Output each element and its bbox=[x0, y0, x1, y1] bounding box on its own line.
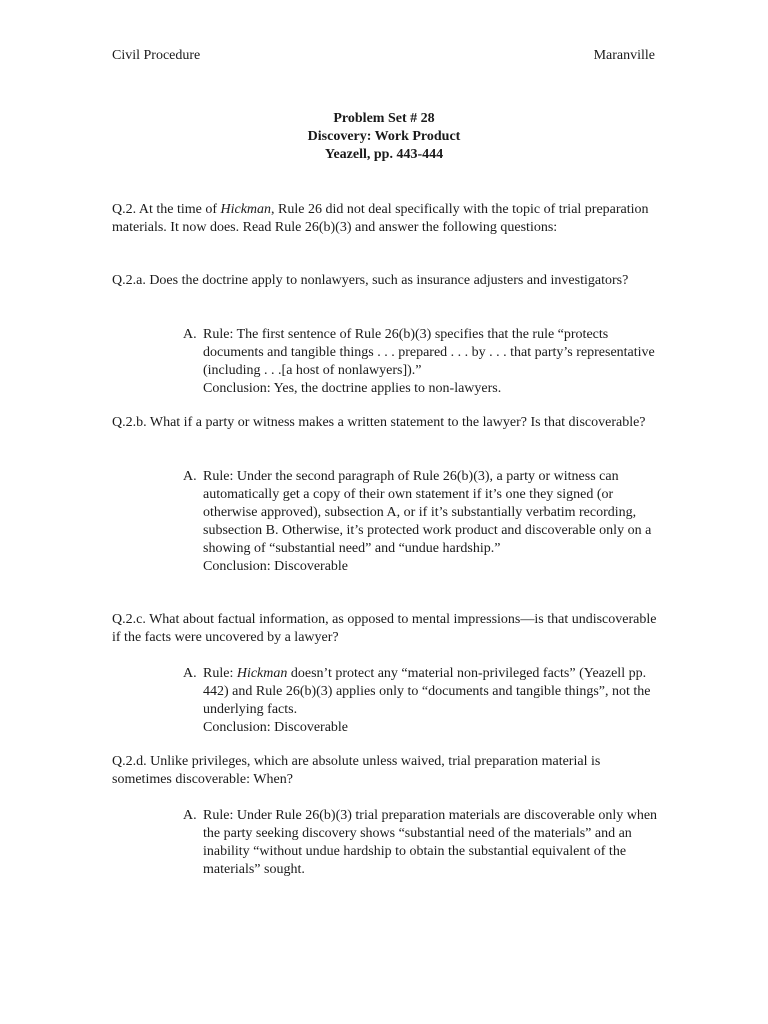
question-2 bbox=[112, 201, 657, 237]
answer-2a-conclusion: Conclusion: Yes, the doctrine applies to non-lawyers. bbox=[203, 381, 502, 396]
answer-2b-conclusion: Conclusion: Discoverable bbox=[203, 559, 349, 574]
question-2-suffix: , Rule 26 did not deal specifically with the topic of trial preparation materials. It now does. Read Rule 26(b)(3) and answer the following questions: bbox=[112, 202, 649, 235]
answer-2c-marker: A. bbox=[183, 666, 197, 681]
question-2c: Q.2.c. What about factual information, as opposed to mental impressions—is that undiscoverable if the facts were uncovered by a lawyer? bbox=[112, 612, 657, 645]
header-course: Civil Procedure bbox=[112, 48, 201, 63]
answer-2d-rule: Rule: Under Rule 26(b)(3) trial preparation materials are discoverable only when the party seeking discovery shows “substantial need of the materials” and an inability “without undue hardship to obtain the substantial equivalent of the materials” sought. bbox=[203, 808, 658, 877]
question-2b: Q.2.b. What if a party or witness makes a written statement to the lawyer? Is that discoverable? bbox=[112, 415, 646, 430]
answer-2c bbox=[183, 665, 663, 737]
question-2-case-name: Hickman bbox=[220, 202, 272, 217]
title-topic: Discovery: Work Product bbox=[307, 129, 461, 144]
answer-2a bbox=[183, 326, 663, 398]
answer-2d-marker: A. bbox=[183, 808, 197, 823]
answer-2c-rule-prefix: Rule: bbox=[203, 666, 237, 681]
header-author: Maranville bbox=[593, 48, 655, 63]
title-block bbox=[0, 110, 768, 164]
answer-2b-rule: Rule: Under the second paragraph of Rule 26(b)(3), a party or witness can automatically get a copy of their own statement if it’s one they signed (or otherwise approved), subsection A, or if it’s substantially verbatim recording, subsection B. Otherwise, it’s protected work product and discoverable only on a showing of “substantial need” and “undue hardship.” bbox=[203, 469, 652, 556]
answer-2d bbox=[183, 807, 663, 879]
answer-2a-marker: A. bbox=[183, 327, 197, 342]
answer-2a-rule: Rule: The first sentence of Rule 26(b)(3) specifies that the rule “protects documents and tangible things . . . prepared . . . by . . . that party’s representative (including . . .[a host of nonlawyers]).” bbox=[203, 327, 655, 378]
answer-2c-case-name: Hickman bbox=[236, 666, 288, 681]
answer-2b-marker: A. bbox=[183, 469, 197, 484]
title-problem-set: Problem Set # 28 bbox=[333, 111, 435, 126]
answer-2c-rule bbox=[203, 665, 663, 719]
answer-2b bbox=[183, 468, 663, 576]
question-2a: Q.2.a. Does the doctrine apply to nonlawyers, such as insurance adjusters and investigators? bbox=[112, 273, 629, 288]
answer-2c-rule-suffix: doesn’t protect any “material non-privileged facts” (Yeazell pp. 442) and Rule 26(b)(3) applies only to “documents and tangible things”, not the underlying facts. bbox=[203, 666, 651, 717]
title-reading: Yeazell, pp. 443-444 bbox=[324, 147, 444, 162]
answer-2c-conclusion: Conclusion: Discoverable bbox=[203, 720, 349, 735]
question-2-prefix: Q.2. At the time of bbox=[112, 202, 221, 217]
question-2d: Q.2.d. Unlike privileges, which are absolute unless waived, trial preparation material is sometimes discoverable: When? bbox=[112, 754, 601, 787]
